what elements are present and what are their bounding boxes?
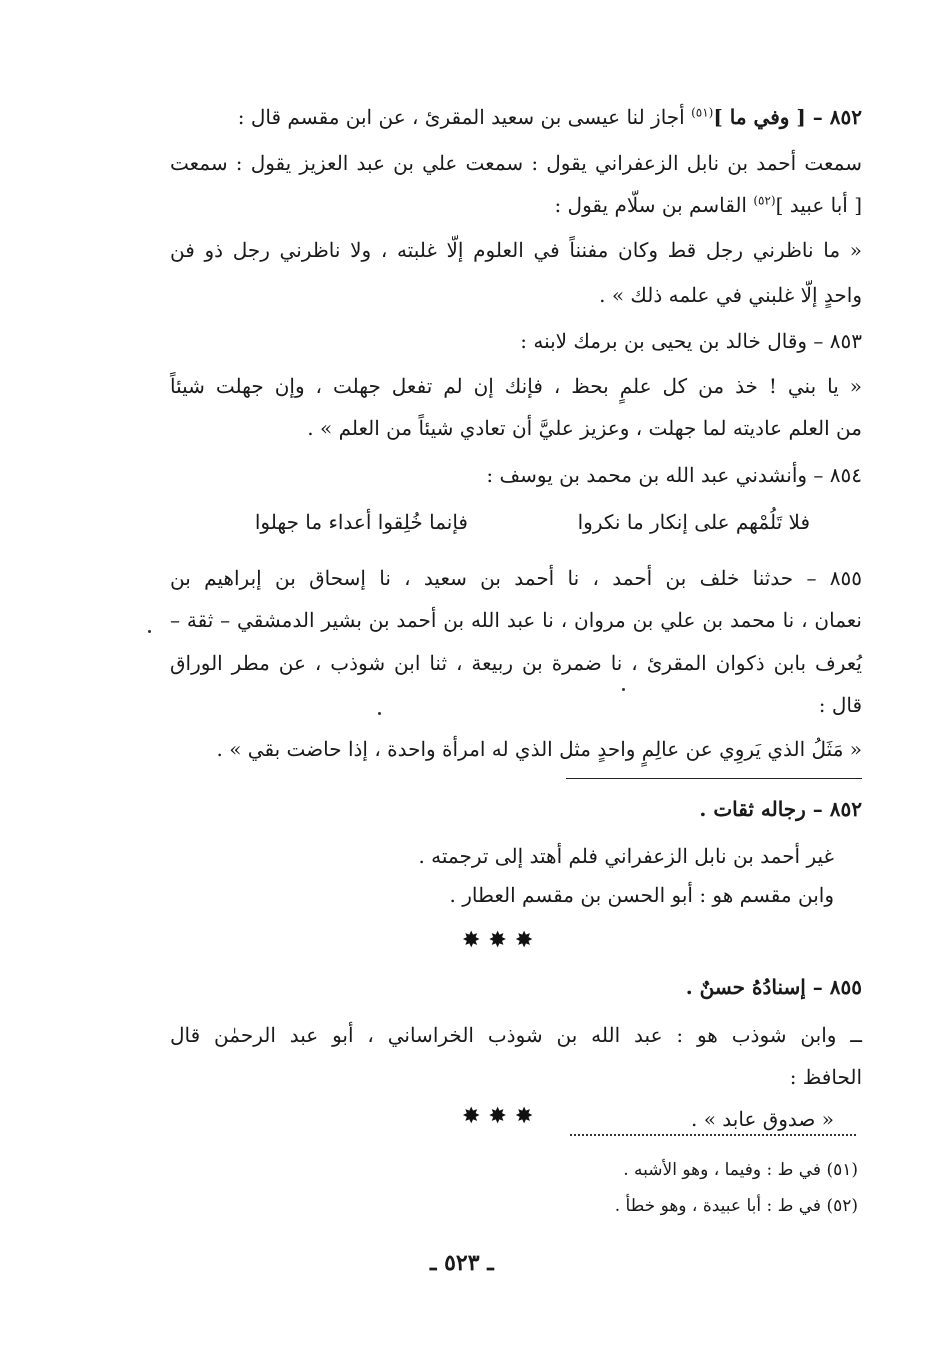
commentary-855-heading: ٨٥٥ – إسنادُهُ حسنٌ .: [685, 975, 862, 999]
verse-hemistich-1: فلا تَلُمْهم على إنكار ما نكروا: [577, 510, 810, 534]
entry-852-text-b: أجاز لنا عيسى بن سعيد المقرئ ، عن ابن مقسم قال :: [237, 105, 692, 129]
entry-852-line-3-b: القاسم بن سلّام يقول :: [554, 193, 754, 217]
footnote-52: (٥٢) في ط : أبا عبيدة ، وهو خطأ .: [614, 1196, 858, 1216]
footnote-ref-52: (٥٢): [753, 193, 776, 208]
section-divider-stars-2: ✸✸✸: [462, 1104, 542, 1129]
entry-852-line-4: « ما ناظرني رجل قط وكان مفنناً في العلوم إلّا غلبته ، ولا ناظرني رجل ذو فن: [170, 238, 862, 262]
verse-hemistich-2: فإنما خُلِقوا أعداء ما جهلوا: [254, 510, 468, 534]
commentary-855-line-2: الحافظ :: [789, 1065, 862, 1089]
footnote-separator: [570, 1134, 856, 1136]
footnote-51: (٥١) في ط : وفيما ، وهو الأشبه .: [623, 1160, 858, 1180]
commentary-855-line-1: ــ وابن شوذب هو : عبد الله بن شوذب الخراساني ، أبو عبد الرحمٰن قال: [170, 1023, 862, 1047]
entry-855-line-3: يُعرف بابن ذكوان المقرئ ، نا ضمرة بن ربيعة ، ثنا ابن شوذب ، عن مطر الوراق: [170, 651, 862, 675]
entry-855-line-2: نعمان ، نا محمد بن علي بن مروان ، نا عبد الله بن أحمد بن بشير الدمشقي – ثقة –: [170, 608, 862, 632]
entry-852-line-3-a: [ أبا عبيد ]: [775, 193, 862, 217]
entry-855-line-5: « مَثَلُ الذي يَروِي عن عالِمٍ واحدٍ مثل الذي له امرأة واحدة ، إذا حاضت بقي » .: [216, 737, 862, 761]
footnote-ref-51: (٥١): [691, 105, 714, 120]
scan-speck: [622, 688, 625, 691]
entry-853-line-3: من العلم عاديته لما جهلت ، وعزيز عليَّ أن تعادي شيئاً من العلم » .: [307, 416, 862, 440]
section-divider-stars: ✸✸✸: [462, 928, 542, 953]
entry-855-line-4: قال :: [818, 693, 862, 717]
entry-854-line-1: ٨٥٤ – وأنشدني عبد الله بن محمد بن يوسف :: [486, 463, 862, 487]
scan-speck: [378, 712, 381, 715]
entry-855-line-1: ٨٥٥ – حدثنا خلف بن أحمد ، نا أحمد بن سعيد ، نا إسحاق بن إبراهيم بن: [170, 566, 862, 590]
commentary-852-line-1: غير أحمد بن نابل الزعفراني فلم أهتد إلى ترجمته .: [418, 844, 834, 868]
commentary-852-heading: ٨٥٢ – رجاله ثقات .: [699, 797, 862, 821]
entry-852-line-1: [170, 104, 862, 130]
entry-852-line-5: واحدٍ إلّا غلبني في علمه ذلك » .: [599, 283, 862, 307]
entry-852-line-2: سمعت أحمد بن نابل الزعفراني يقول : سمعت علي بن عبد العزيز يقول : سمعت: [170, 151, 862, 175]
entry-853-line-2: « يا بني ! خذ من كل علمٍ بحظ ، فإنك إن لم تفعل جهلت ، وإن جهلت شيئاً: [170, 374, 862, 398]
entry-852-text-a: ٨٥٢ – [ وفي ما ]: [713, 105, 862, 129]
commentary-855-line-3: « صدوق عابد » .: [690, 1107, 834, 1131]
commentary-852-line-2: وابن مقسم هو : أبو الحسن بن مقسم العطار .: [449, 883, 834, 907]
commentary-separator: [566, 778, 862, 779]
scan-speck: [148, 630, 151, 633]
entry-853-line-1: ٨٥٣ – وقال خالد بن يحيى بن برمك لابنه :: [520, 329, 862, 353]
entry-852-line-3: [170, 192, 862, 218]
page-number: ـ ٥٢٣ ـ: [430, 1250, 494, 1276]
